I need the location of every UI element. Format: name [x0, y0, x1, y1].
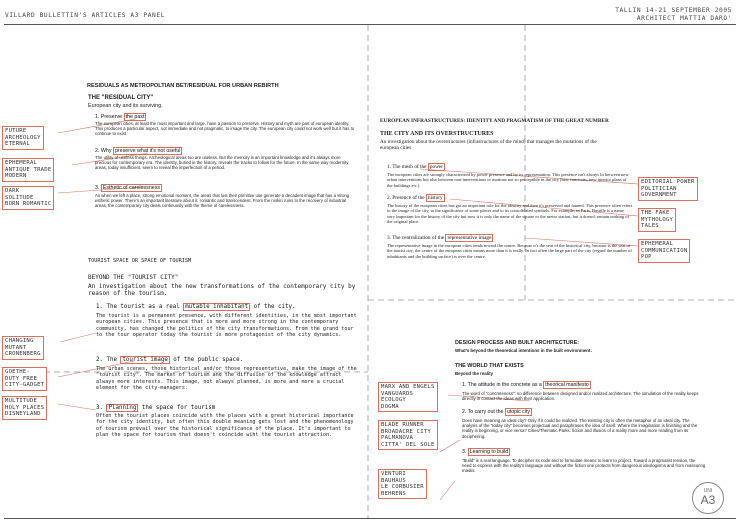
article2-intro: An investigation about the new transformations of the contemporary city by reason of the tourism.	[88, 283, 356, 298]
badge-big: A3	[700, 493, 716, 507]
article4-subtitle: THE WORLD THAT EXISTS	[455, 363, 524, 369]
article2-p2-text: The urban scenes, those historical and/or those representative, make the image of the "tourist city". The market of tourism and the diffusion of the knowledge attract always more interests. This image, not always planned, is more and more a crucial element for the city-managers.	[96, 366, 357, 391]
tag-line: CHANGING	[5, 338, 34, 344]
tag-line: GOVERNMENT	[641, 192, 677, 199]
article1-p3-text: As when we left a place, strong emotional moment, the areas that lost their primitive use generate a decadent image that has a strong esthetic power. There's an important literature about it, romantic and transcendent. From the ruskin ruins to the recovery of industrial areas, the contemporary city deals continuosly with the theme of carelessness.	[95, 193, 350, 209]
tag-blade	[378, 420, 438, 450]
article2-p1-text: The tourist is a permanent presence, with different identities, in the most important european cities. This presence that is more and more strong in the contemporary community, has changed the politics of the city transformations. From the grand tour to the tour operator today the tourist is more protagonist of the city dynamics.	[96, 313, 357, 338]
article4-p3-highlight: Learning to build	[469, 449, 509, 455]
tag-multitude	[2, 396, 47, 420]
tag-line: ECOLOGY	[381, 397, 406, 404]
article2-p2-highlight: tourist image	[122, 357, 168, 363]
article4-sub2: Beyond the reality	[455, 371, 494, 376]
article3-p3-highlight: representative image	[447, 235, 492, 241]
article2-p2-num: 2. The	[96, 357, 121, 363]
article2-p3-tail: the space for tourism	[138, 405, 216, 411]
tag-line: EDITORIAL POWER	[641, 179, 695, 185]
article4-point3	[462, 449, 510, 455]
article1-p1-text: The european cities, at least the most important and large, have a passion to preserve. History and myth are part of european identity. This produces a particular aspect, not immediate and not pragmatic, to image the city. The european city could not work well but it has to continue to exist.	[95, 121, 355, 137]
tag-future	[2, 126, 44, 150]
article3-point3	[387, 235, 493, 241]
top-rule	[4, 24, 736, 25]
article3-p3-text: The representative image in the european cities tends toward the centre. Because it's the seat of the historical city, because is the seat of the tourist city, the centre of the european cities means more than it is really. In fact often the large part of the city (regard the number of inhabitants and the building surface) is over the centre.	[387, 243, 632, 259]
article4-p2-num: 2. To carry out the	[462, 409, 505, 415]
article3-heading: EUROPEAN INFRASTRUCTURES: IDENTITY AND PRAGMATISM OF THE GREAT NUMBER	[380, 118, 609, 124]
article1-point2	[95, 148, 182, 154]
header-right-line2: ARCHITECT MATTIA DARO'	[636, 15, 732, 22]
uni-a3-badge	[692, 482, 724, 514]
article3-p3-num: 3. The centralization of the	[387, 235, 446, 241]
tag-line: EPHEMERAL	[641, 241, 674, 247]
tag-line: MUTANT	[5, 344, 27, 351]
tag-goethe	[2, 367, 47, 391]
tag-marx	[378, 382, 438, 412]
tag-line: THE FAKE	[641, 210, 670, 216]
tag-line: ARCHEOLOGY	[5, 134, 41, 141]
article2-heading: TOURIST SPACE OR SPACE OF TOURISM	[88, 258, 192, 264]
article1-p3-num: 3.	[95, 185, 101, 191]
article4-heading: DESIGN PROCESS AND BUILT ARCHITECTURE:	[455, 340, 580, 346]
article3-point1	[387, 164, 445, 170]
article3-p1-num: 1. The mesh of the	[387, 164, 428, 170]
tag-line: BAUHAUS	[381, 477, 406, 484]
badge-top: UNI	[703, 488, 713, 494]
tag-line: PALMANOVA	[381, 435, 414, 442]
article4-p2-text: Does have meaning an ideal city? Only if it could be realized. The existing city is often the metaphor of an ideal city. The analysis of the "today city" becomes projectual and paraphrases the idea of itself. Where the imagination is finishing and the reality is beginning, or vice versa? Cities/Thematic Parks: fiction and illusion of a reality more and more reading from its deciphering.	[462, 418, 698, 439]
article2-p3-text: Often the tourist places coincide with the places with a great historical importance for the city identity, but often this double meaning gets lost and the phenomenology of tourism prevail over the historical significance of the place. It's important to plan the space for tourism that doesn't coincide wiht the tourist attraction.	[96, 413, 354, 438]
article1-subtitle: THE "RESIDUAL CITY"	[88, 95, 154, 101]
tag-line: SOLITUDE	[5, 194, 34, 201]
article1-point1	[95, 114, 146, 120]
tag-line: POLITICIAN	[641, 185, 677, 192]
article1-p2-num: 2. Why	[95, 148, 113, 154]
tag-dark	[2, 186, 54, 210]
article1-p2-highlight: preserve what it's not useful	[114, 148, 181, 154]
article4-point1	[462, 382, 591, 388]
article2-point1	[96, 304, 295, 310]
article3-p2-highlight: history	[427, 195, 443, 201]
article4-p1-highlight: theorical manifesto	[545, 382, 589, 388]
article4-intro: What's beyond the theoretical intentions in the built environment.	[455, 348, 592, 353]
article1-p2-text: The utility of useless things. Archeological areas too are useless. But the memory is an important knowledge and it's always more precious for contemporary era. The identity, buried in the history, reveals the tracks to follow for the future. In the same way modernity areas, today insufficient, seem to reveal the imperfection of a period.	[95, 155, 349, 171]
tag-line: CITY-GADGET	[5, 382, 45, 389]
tag-line: BROADACRE CITY	[381, 428, 431, 435]
tag-line: LE CORBUSIER	[381, 484, 424, 491]
tag-line: COMMUNICATION	[641, 247, 688, 254]
tag-line: DISNEYLAND	[5, 411, 41, 418]
header-left-title: VILLARD BULLETTIN'S ARTICLES A3 PANEL	[5, 12, 166, 19]
header-right-line1: TALLIN 14-21 SEPTEMBER 2005	[615, 7, 732, 14]
tag-line: VENTURI	[381, 471, 406, 477]
article3-p2-text: The history of the european cities has got an important role for the identity and then it's preserved and fanned. This presence often refers to the image of the city, to the significance of some places and to its consolidated symbols. For example, in Paris, Bastille is a name very important for the history of the city but now it is only the name of the square or the metro station, but it doesn't remain nothing of the original place.	[387, 203, 633, 225]
tag-ephemeral	[2, 158, 54, 182]
article3-intro: An investigation about the overstructures (infrastructures of the mind) that manages the mutations of the european cities	[380, 139, 597, 152]
tag-line: CITTA' DEL SOLE	[381, 441, 435, 448]
article1-p3-highlight: Esthetic of carelessness	[102, 185, 161, 191]
article3-subtitle: THE CITY AND ITS OVERSTRUCTURES	[380, 131, 494, 137]
tag-line: EPHEMERAL	[5, 160, 38, 166]
tag-line: TALES	[641, 223, 659, 230]
article2-p3-highlight: Planning	[108, 405, 137, 411]
tag-line: DOGMA	[381, 403, 399, 410]
article2-point3	[96, 405, 215, 411]
article3-point2	[387, 195, 445, 201]
article2-p2-tail: of the public space.	[169, 357, 244, 363]
article2-p1-tail: of the city.	[250, 304, 296, 310]
article1-point3	[95, 185, 162, 191]
tag-line: BLADE RUNNER	[381, 422, 424, 428]
article4-p3-num: 3.	[462, 449, 468, 455]
article3-p1-text: The european cities are strongly characterized by power presence and by its representation. This presence isn't always lit between new urban interventions but also between non-interventions or motions not so perceptible in the city (new functions, new interior plans of the buildings etc.)	[387, 172, 629, 188]
tag-line: HOLY PLACES	[5, 404, 45, 411]
tag-line: ANTIQUE TRADE	[5, 166, 52, 173]
article4-p2-highlight: utopic city	[506, 409, 530, 415]
article3-p2-num: 2. Presence of the	[387, 195, 426, 201]
article1-intro: European city and its surviving.	[88, 103, 163, 109]
tag-editorial	[638, 177, 698, 201]
article2-p1-highlight: mutable inhabitant	[185, 304, 249, 310]
article2-point2	[96, 357, 243, 363]
tag-line: CRONENBERG	[5, 351, 41, 358]
article4-point2	[462, 409, 532, 415]
article2-p1-num: 1. The tourist as a real	[96, 304, 184, 310]
tag-line: ETERNAL	[5, 141, 30, 148]
tag-line: GOETHE-	[5, 369, 30, 375]
bottom-rule	[4, 518, 736, 519]
tag-fake	[638, 208, 676, 232]
article2-subtitle: BEYOND THE "TOURIST CITY"	[88, 274, 179, 281]
article4-p3-text: "Build" is a real language. To decipher its code and to formulate means to learn to project. Toward a pragmatist tension, the need to express with the reality's language and without the fiction one protects from dangerous ideologisms and from reassuring masks.	[462, 458, 706, 474]
article4-p1-num: 1. The attitude in the concrete as a	[462, 382, 544, 388]
tag-venturi	[378, 469, 427, 499]
tag-line: FUTURE	[5, 128, 27, 134]
tag-line: MODERN	[5, 173, 27, 180]
tag-changing	[2, 336, 44, 360]
tag-line: MULTITUDE	[5, 398, 38, 404]
article4-p1-text: The word of "concreteness": no difference between designed and/or realized architecture. The simulation of the reality keeps directly in contact the ideas with their application.	[462, 391, 699, 402]
article1-heading: RESIDUALS AS METROPOLTIAN BET/RESIDUAL FOR URBAN REBIRTH	[87, 83, 279, 89]
tag-line: VANGUARDS	[381, 390, 414, 397]
tag-line: MYTHOLOGY	[641, 216, 674, 223]
tag-line: MARX AND ENGELS	[381, 384, 435, 390]
tag-line: DARK	[5, 188, 20, 194]
tag-ephemeral2	[638, 239, 690, 263]
article2-p3-num: 3.	[96, 405, 107, 411]
article3-p1-highlight: power	[429, 164, 444, 170]
tag-line: BORN ROMANTIC	[5, 201, 52, 208]
tag-line: POP	[641, 254, 652, 261]
tag-line: BEHRENS	[381, 490, 406, 497]
tag-line: DUTY FREE	[5, 375, 38, 382]
article1-p1-highlight: the past	[125, 114, 145, 120]
article1-p1-num: 1. Preserve	[95, 114, 124, 120]
